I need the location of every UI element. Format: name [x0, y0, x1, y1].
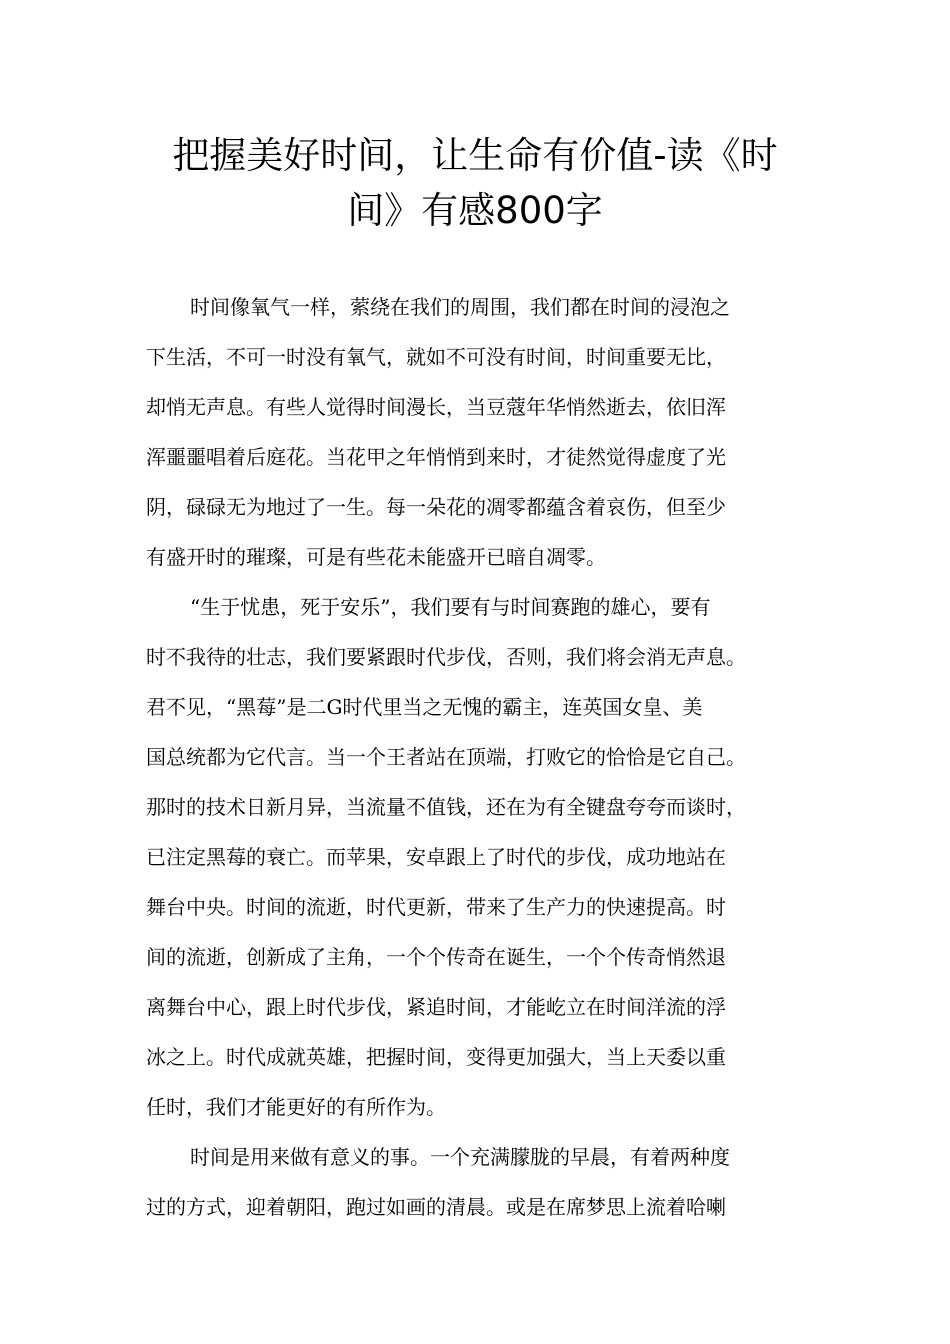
paragraph-1-line: 时间像氧气一样，萦绕在我们的周围，我们都在时间的浸泡之 [190, 295, 730, 319]
paragraph-1-line: 却悄无声息。有些人觉得时间漫长，当豆蔻年华悄然逝去，依旧浑 [146, 395, 726, 419]
paragraph-2-line: 已注定黑莓的衰亡。而苹果，安卓跟上了时代的步伐，成功地站在 [146, 845, 726, 869]
paragraph-2-line: 那时的技术日新月异，当流量不值钱，还在为有全键盘夸夸而谈时， [146, 795, 746, 819]
paragraph-2-line: 任时，我们才能更好的有所作为。 [146, 1095, 446, 1119]
paragraph-2-line: 间的流逝，创新成了主角，一个个传奇在诞生，一个个传奇悄然退 [146, 945, 726, 969]
paragraph-3-line: 过的方式，迎着朝阳，跑过如画的清晨。或是在席梦思上流着哈喇 [146, 1195, 726, 1219]
paragraph-2-line: 时不我待的壮志，我们要紧跟时代步伐，否则，我们将会消无声息。 [146, 645, 746, 669]
title-line-2: 间》有感800字 [347, 189, 603, 232]
paragraph-1-line: 浑噩噩唱着后庭花。当花甲之年悄悄到来时，才徒然觉得虚度了光 [146, 445, 726, 469]
paragraph-1-line: 下生活，不可一时没有氧气，就如不可没有时间，时间重要无比， [146, 345, 726, 369]
document-body [146, 282, 826, 1232]
paragraph-2-line: 君不见，“黑莓”是二G时代里当之无愧的霸主，连英国女皇、美 [146, 695, 703, 719]
paragraph-2-line: 冰之上。时代成就英雄，把握时间，变得更加强大，当上天委以重 [146, 1045, 726, 1069]
paragraph-2-line: “生于忧患，死于安乐”，我们要有与时间赛跑的雄心，要有 [190, 595, 711, 619]
document-title [120, 128, 830, 238]
paragraph-1-line: 有盛开时的璀璨，可是有些花未能盛开已暗自凋零。 [146, 545, 606, 569]
paragraph-2-line: 国总统都为它代言。当一个王者站在顶端，打败它的恰恰是它自己。 [146, 745, 746, 769]
title-line-1: 把握美好时间，让生命有价值-读《时 [172, 134, 778, 177]
paragraph-2-line: 舞台中央。时间的流逝，时代更新，带来了生产力的快速提高。时 [146, 895, 726, 919]
paragraph-1-line: 阴，碌碌无为地过了一生。每一朵花的凋零都蕴含着哀伤，但至少 [146, 495, 726, 519]
paragraph-3-line: 时间是用来做有意义的事。一个充满朦胧的早晨，有着两种度 [190, 1145, 730, 1169]
paragraph-2-line: 离舞台中心，跟上时代步伐，紧追时间，才能屹立在时间洋流的浮 [146, 995, 726, 1019]
